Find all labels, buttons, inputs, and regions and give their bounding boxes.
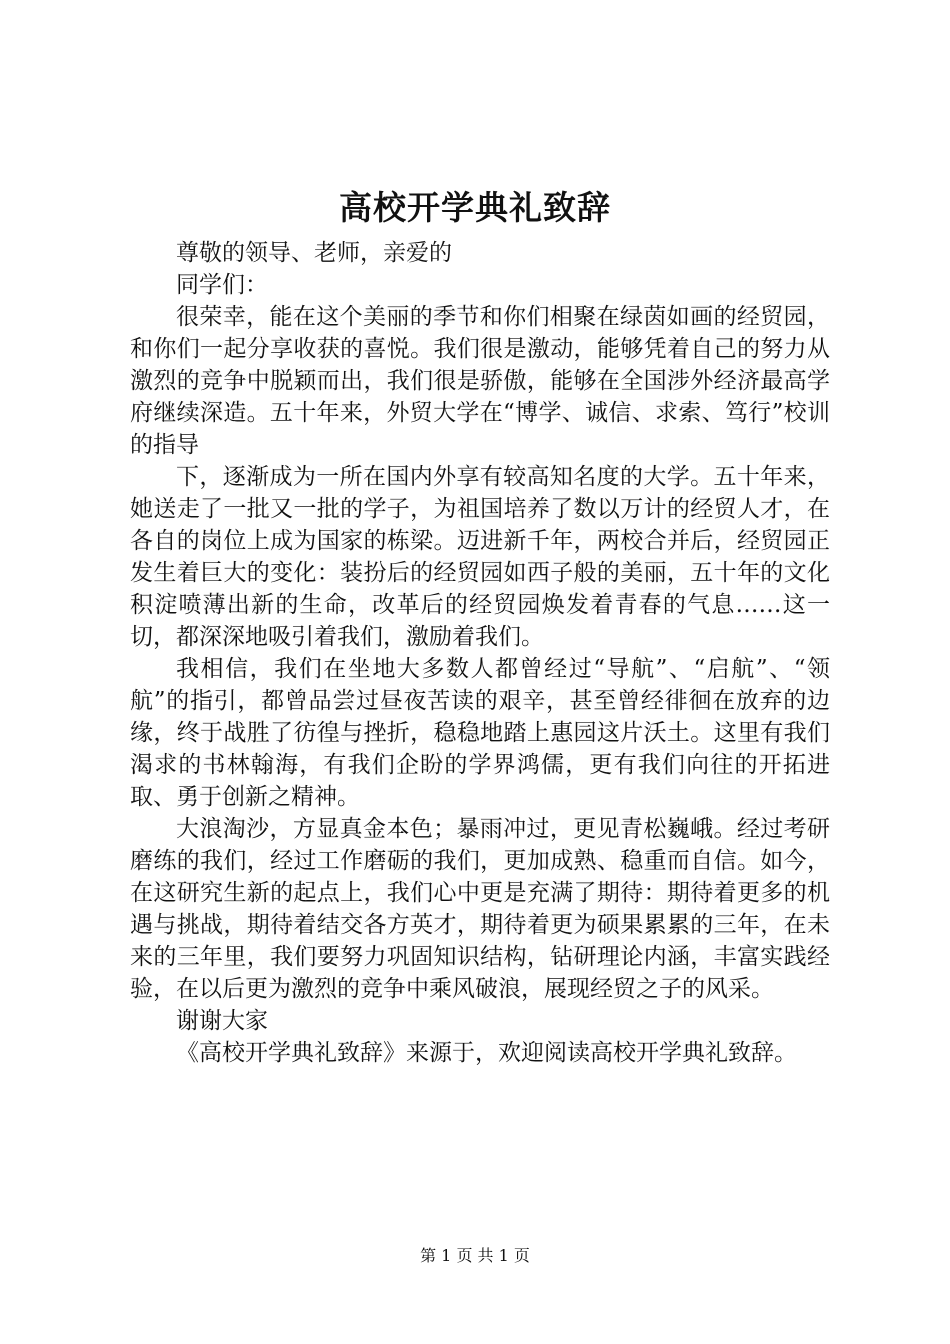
- salutation-line-2: 同学们：: [176, 272, 268, 298]
- document-body: [130, 237, 830, 1069]
- paragraph-4: 大浪淘沙，方显真金本色；暴雨冲过，更见青松巍峨。经过考研磨练的我们，经过工作磨砺的我们，更加成熟、稳重而自信。如今，在这研究生新的起点上，我们心中更是充满了期待：期待着更多的机遇与挑战，期待着结交各方英才，期待着更为硕果累累的三年，在未来的三年里，我们要努力巩固知识结构，钻研理论内涵，丰富实践经验，在以后更为激烈的竞争中乘风破浪，展现经贸之子的风采。: [130, 816, 830, 1002]
- paragraph-2: 下，逐渐成为一所在国内外享有较高知名度的大学。五十年来，她送走了一批又一批的学子，为祖国培养了数以万计的经贸人才，在各自的岗位上成为国家的栋梁。迈进新千年，两校合并后，经贸园正发生着巨大的变化：装扮后的经贸园如西子般的美丽，五十年的文化积淀喷薄出新的生命，改革后的经贸园焕发着青春的气息……这一切，都深深地吸引着我们，激励着我们。: [130, 464, 830, 650]
- source-note: 《高校开学典礼致辞》来源于，欢迎阅读高校开学典礼致辞。: [176, 1040, 797, 1066]
- paragraph-3: 我相信，我们在坐地大多数人都曾经过“导航”、“启航”、“领航”的指引，都曾品尝过昼夜苦读的艰辛，甚至曾经徘徊在放弃的边缘，终于战胜了彷徨与挫折，稳稳地踏上惠园这片沃土。这里有我们渴求的书林翰海，有我们企盼的学界鸿儒，更有我们向往的开拓进取、勇于创新之精神。: [130, 656, 830, 810]
- salutation-line-1: 尊敬的领导、老师，亲爱的: [176, 240, 452, 266]
- document-title: 高校开学典礼致辞: [339, 188, 611, 227]
- page-footer: 第 1 页 共 1 页: [420, 1246, 530, 1265]
- closing-line: 谢谢大家: [176, 1008, 268, 1034]
- paragraph-1: 很荣幸，能在这个美丽的季节和你们相聚在绿茵如画的经贸园，和你们一起分享收获的喜悦。我们很是激动，能够凭着自己的努力从激烈的竞争中脱颖而出，我们很是骄傲，能够在全国涉外经济最高学府继续深造。五十年来，外贸大学在“博学、诚信、求索、笃行”校训的指导: [130, 304, 830, 458]
